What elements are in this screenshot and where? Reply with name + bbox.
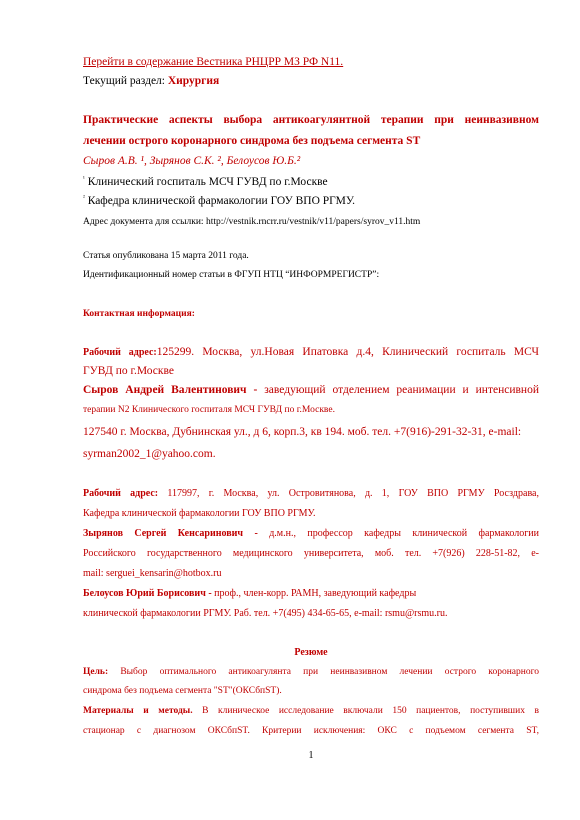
work-address-2-label: Рабочий адрес: (83, 488, 159, 499)
article-authors: Сыров А.В. ¹, Зырянов С.К. ², Белоусов Ю.Б.² (83, 155, 301, 167)
affiliation-1-mark: ¹ (83, 176, 85, 182)
publication-date: Статья опубликована 15 марта 2011 года. (83, 251, 249, 261)
person-1-line-2: терапии N2 Клинического госпиталя МСЧ ГУВД по г.Москве. (83, 405, 335, 415)
abstract-methods-line-1 (83, 707, 539, 717)
abstract-methods-line-2: стационар с диагнозом ОКСбпST. Критерии исключения: ОКС с подъемом сегмента ST, (83, 726, 539, 736)
person-1-line-3: 127540 г. Москва, Дубнинская ул., д 6, корп.3, кв 194. моб. тел. +7(916)-291-32-31, e-mail: (83, 426, 522, 438)
article-title-line-1: Практические аспекты выбора антикоагулянтной терапии при неинвазивном (83, 114, 539, 126)
affiliation-2-text: Кафедра клинической фармакологии ГОУ ВПО РГМУ. (87, 194, 356, 207)
person-2-role: д.м.н., профессор кафедры клинической фармакологии (269, 528, 539, 539)
person-1-name: Сыров Андрей Валентинович - (83, 384, 265, 396)
current-section (83, 76, 219, 88)
work-address-1-label: Рабочий адрес: (83, 347, 157, 358)
person-2-line-2: Российского государственного медицинского университета, моб. тел. +7(926) 228-51-82, e- (83, 548, 539, 559)
person-3-role: проф., член-корр. РАМН, заведующий кафедры (214, 588, 417, 599)
registry-id: Идентификационный номер статьи в ФГУП НТЦ “ИНФОРМРЕГИСТР”: (83, 270, 380, 280)
person-2-line-1 (83, 529, 539, 539)
contents-link[interactable]: Перейти в содержание Вестника РНЦРР МЗ РФ N11. (83, 56, 344, 68)
abstract-aim-line-1 (83, 668, 539, 678)
work-address-1-text: 125299. Москва, ул.Новая Ипатовка д.4, Клинический госпиталь МСЧ (156, 346, 539, 358)
person-2-name: Зырянов Сергей Кенсаринович - (83, 528, 270, 539)
document-url-line: Адрес документа для ссылки: http://vestnik.rncrr.ru/vestnik/v11/papers/syrov_v11.htm (83, 217, 421, 227)
affiliation-2 (83, 195, 355, 207)
work-address-1-line-2: ГУВД по г.Москве (83, 365, 174, 377)
abstract-aim-label: Цель: (83, 667, 109, 677)
current-section-value: Хирургия (167, 75, 220, 87)
person-1-line-1 (83, 385, 539, 397)
abstract-methods-label: Материалы и методы. (83, 706, 193, 716)
work-address-2-line-1 (83, 489, 539, 499)
person-3-name: Белоусов Юрий Борисович - (83, 588, 215, 599)
person-3-line-2: клинической фармакологии РГМУ. Раб. тел. +7(495) 434-65-65, e-mail: rsmu@rsmu.ru. (83, 608, 448, 619)
page-number: 1 (308, 750, 314, 761)
affiliation-1 (83, 176, 328, 188)
affiliation-2-mark: ² (83, 195, 85, 201)
current-section-label: Текущий раздел: (83, 75, 168, 87)
work-address-1-line-1 (83, 347, 539, 359)
person-1-email[interactable]: syrman2002_1@yahoo.com. (83, 448, 216, 460)
person-3-line-1 (83, 589, 416, 599)
work-address-2-line-2: Кафедра клинической фармакологии ГОУ ВПО РГМУ. (83, 508, 316, 519)
article-title-line-2: лечении острого коронарного синдрома без подъема сегмента ST (83, 135, 421, 147)
abstract-aim-line-2: синдрома без подъема сегмента "ST"(ОКСбпST). (83, 686, 282, 696)
affiliation-1-text: Клинический госпиталь МСЧ ГУВД по г.Москве (87, 175, 328, 188)
person-1-role: заведующий отделением реанимации и интенсивной (264, 384, 539, 396)
abstract-heading: Резюме (294, 647, 328, 658)
work-address-2-text: 117997, г. Москва, ул. Островитянова, д. 1, ГОУ ВПО РГМУ Росздрава, (158, 488, 539, 499)
person-2-email[interactable]: mail: serguei_kensarin@hotbox.ru (83, 568, 222, 579)
abstract-aim-text: Выбор оптимального антикоагулянта при неинвазивном лечении острого коронарного (108, 667, 539, 677)
contacts-heading: Контактная информация: (83, 309, 195, 319)
abstract-methods-text: В клиническое исследование включали 150 пациентов, поступивших в (192, 706, 539, 716)
